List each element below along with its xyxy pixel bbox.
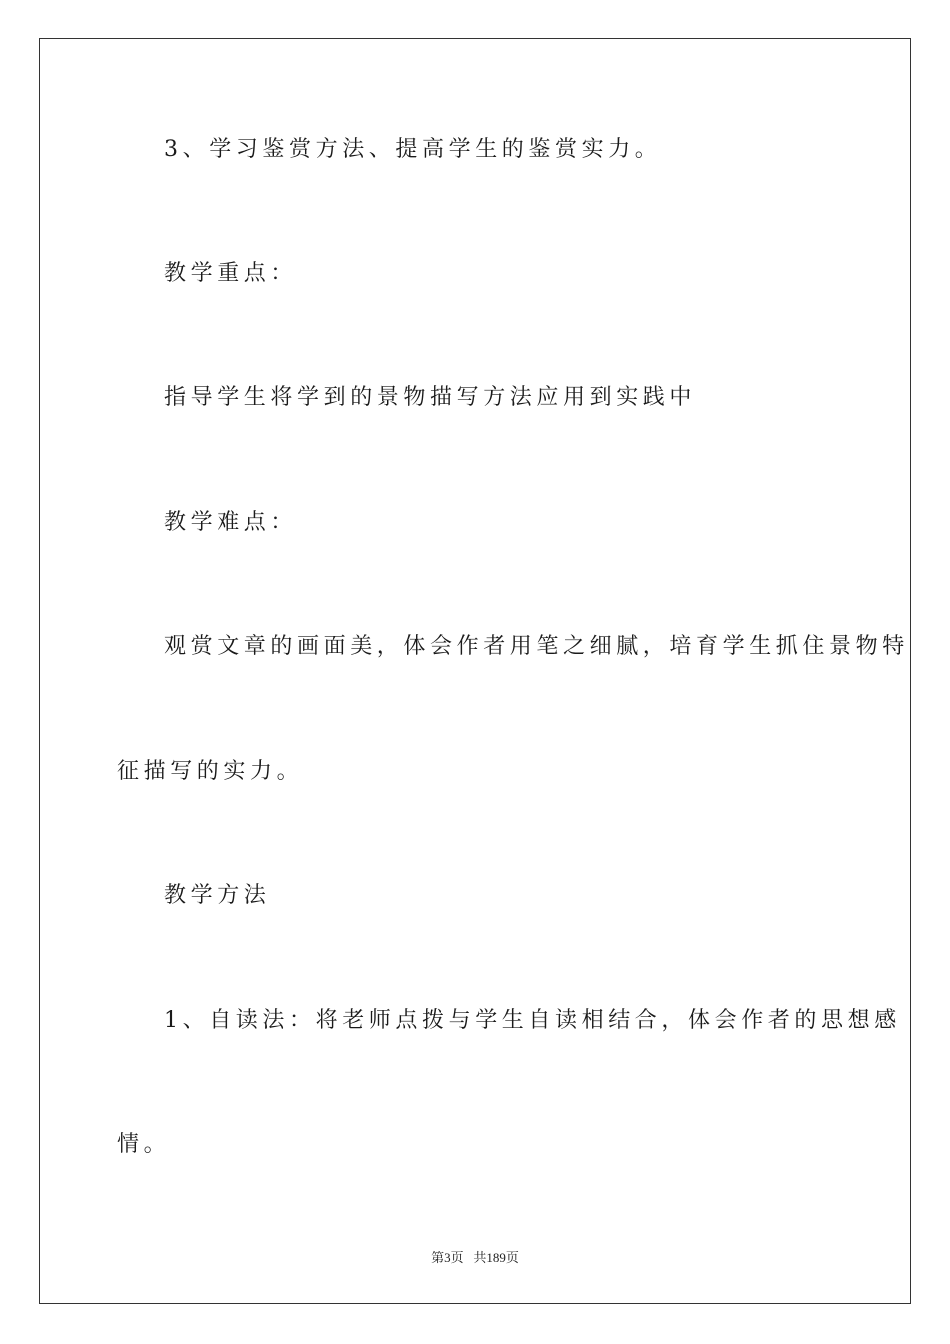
heading-teaching-method: 教学方法 bbox=[164, 883, 271, 908]
method-1-line1: 1、自读法：将老师点拨与学生自读相结合，体会作者的思想感 bbox=[164, 1008, 901, 1033]
heading-teaching-difficulty: 教学难点： bbox=[164, 510, 298, 535]
teaching-focus-text: 指导学生将学到的景物描写方法应用到实践中 bbox=[164, 385, 697, 410]
page-frame bbox=[39, 38, 911, 1304]
method-1-line2: 情。 bbox=[117, 1132, 171, 1157]
teaching-difficulty-text-line2: 征描写的实力。 bbox=[117, 759, 304, 784]
page-number-footer: 第3页 共189页 bbox=[431, 1250, 519, 1265]
teaching-difficulty-text-line1: 观赏文章的画面美，体会作者用笔之细腻，培育学生抓住景物特 bbox=[164, 634, 909, 659]
objective-3: 3、学习鉴赏方法、提高学生的鉴赏实力。 bbox=[164, 137, 662, 162]
heading-teaching-focus: 教学重点： bbox=[164, 261, 298, 286]
